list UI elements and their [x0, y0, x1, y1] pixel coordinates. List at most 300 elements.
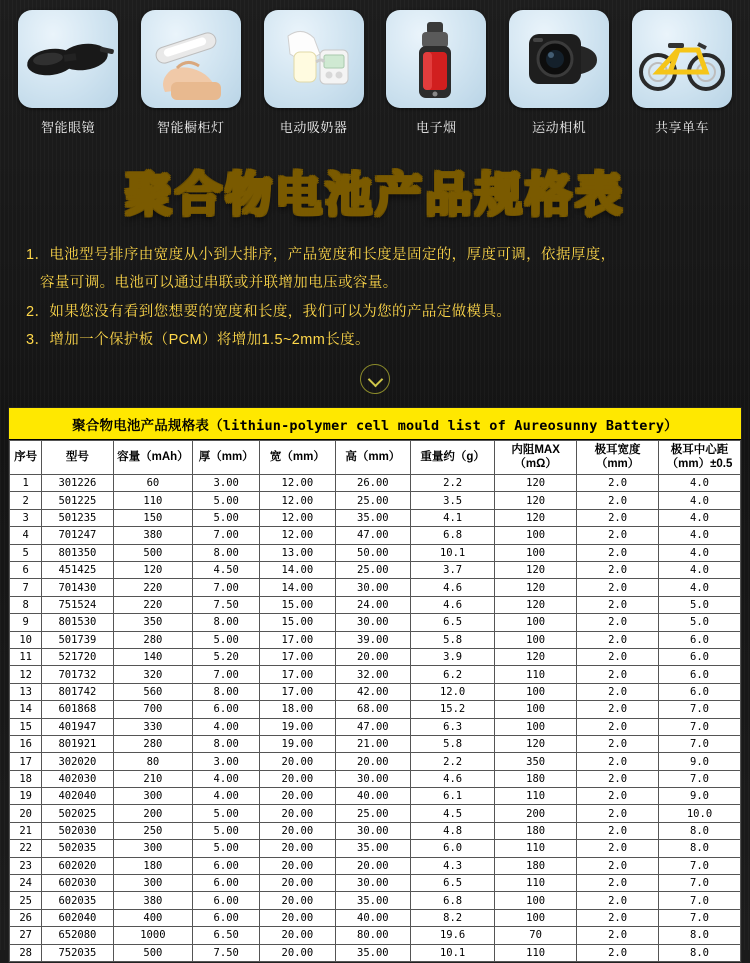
product-label: 共享单车 — [654, 120, 709, 135]
product-label: 智能橱柜灯 — [157, 120, 225, 135]
table-cell: 16 — [10, 735, 42, 752]
table-cell: 26.00 — [335, 475, 410, 492]
col-header-capacity: 容量（mAh） — [113, 441, 193, 475]
table-row — [10, 718, 741, 735]
table-cell: 28 — [10, 944, 42, 961]
table-cell: 4.00 — [193, 770, 260, 787]
table-cell: 350 — [113, 614, 193, 631]
table-cell: 5.00 — [193, 840, 260, 857]
table-cell: 2.0 — [577, 562, 659, 579]
table-row — [10, 492, 741, 509]
table-cell: 20.00 — [260, 788, 335, 805]
table-cell: 20.00 — [335, 753, 410, 770]
table-cell: 15.00 — [260, 596, 335, 613]
table-cell: 8.0 — [659, 822, 741, 839]
table-cell: 8.2 — [411, 909, 495, 926]
table-cell: 560 — [113, 683, 193, 700]
table-cell: 402030 — [42, 770, 113, 787]
table-cell: 6.0 — [659, 631, 741, 648]
table-cell: 402040 — [42, 788, 113, 805]
col-header-width: 宽（mm） — [260, 441, 335, 475]
table-cell: 2.2 — [411, 475, 495, 492]
table-row — [10, 788, 741, 805]
table-cell: 501235 — [42, 509, 113, 526]
table-cell: 5.00 — [193, 631, 260, 648]
table-cell: 18 — [10, 770, 42, 787]
table-cell: 7.0 — [659, 875, 741, 892]
table-row — [10, 666, 741, 683]
table-cell: 7.00 — [193, 579, 260, 596]
table-cell: 2.0 — [577, 840, 659, 857]
table-cell: 23 — [10, 857, 42, 874]
table-cell: 7.00 — [193, 527, 260, 544]
table-cell: 4.0 — [659, 562, 741, 579]
table-cell: 20.00 — [260, 805, 335, 822]
table-cell: 68.00 — [335, 701, 410, 718]
table-row — [10, 527, 741, 544]
table-cell: 801350 — [42, 544, 113, 561]
table-cell: 9 — [10, 614, 42, 631]
table-cell: 280 — [113, 631, 193, 648]
table-cell: 2.0 — [577, 701, 659, 718]
table-cell: 700 — [113, 701, 193, 718]
table-cell: 7 — [10, 579, 42, 596]
table-cell: 20.00 — [260, 822, 335, 839]
table-row — [10, 562, 741, 579]
col-header-weight: 重量约（g） — [411, 441, 495, 475]
table-cell: 20.00 — [260, 927, 335, 944]
table-cell: 24 — [10, 875, 42, 892]
table-cell: 35.00 — [335, 509, 410, 526]
table-cell: 2.0 — [577, 805, 659, 822]
table-cell: 6.5 — [411, 614, 495, 631]
spec-table-area — [8, 407, 742, 963]
table-cell: 7.50 — [193, 944, 260, 961]
table-cell: 602020 — [42, 857, 113, 874]
table-cell: 100 — [495, 683, 577, 700]
table-cell: 12.00 — [260, 527, 335, 544]
table-cell: 140 — [113, 648, 193, 665]
col-header-height: 高（mm） — [335, 441, 410, 475]
table-cell: 2.0 — [577, 909, 659, 926]
table-cell: 4.6 — [411, 596, 495, 613]
table-cell: 35.00 — [335, 944, 410, 961]
table-cell: 70 — [495, 927, 577, 944]
table-cell: 5.00 — [193, 509, 260, 526]
table-cell: 2.0 — [577, 614, 659, 631]
table-cell: 4.0 — [659, 544, 741, 561]
table-cell: 18.00 — [260, 701, 335, 718]
table-cell: 12.00 — [260, 509, 335, 526]
action-camera-icon — [509, 10, 609, 108]
table-cell: 2.0 — [577, 527, 659, 544]
cabinet-light-icon — [141, 10, 241, 108]
e-cigarette-icon — [386, 10, 486, 108]
product-item-breast-pump[interactable] — [258, 10, 370, 136]
table-cell: 20.00 — [260, 753, 335, 770]
table-cell: 4.0 — [659, 475, 741, 492]
table-cell: 14.00 — [260, 562, 335, 579]
table-cell: 12.0 — [411, 683, 495, 700]
table-cell: 20.00 — [260, 840, 335, 857]
table-cell: 3.00 — [193, 475, 260, 492]
table-cell: 5.00 — [193, 492, 260, 509]
table-cell: 120 — [495, 475, 577, 492]
table-cell: 4.0 — [659, 492, 741, 509]
table-cell: 25.00 — [335, 492, 410, 509]
table-cell: 2.0 — [577, 683, 659, 700]
spec-table-body — [10, 475, 741, 962]
table-cell: 4.0 — [659, 527, 741, 544]
product-label: 智能眼镜 — [40, 120, 95, 135]
table-cell: 801921 — [42, 735, 113, 752]
table-cell: 120 — [495, 562, 577, 579]
table-cell: 120 — [495, 579, 577, 596]
table-cell: 80 — [113, 753, 193, 770]
table-row — [10, 614, 741, 631]
table-cell: 7.00 — [193, 666, 260, 683]
table-cell: 6.00 — [193, 909, 260, 926]
table-cell: 60 — [113, 475, 193, 492]
table-cell: 2.0 — [577, 666, 659, 683]
col-header-index: 序号 — [10, 441, 42, 475]
table-cell: 25.00 — [335, 562, 410, 579]
table-cell: 100 — [495, 718, 577, 735]
table-cell: 10.0 — [659, 805, 741, 822]
product-item-action-camera[interactable] — [503, 10, 615, 136]
table-cell: 2.0 — [577, 596, 659, 613]
table-cell: 100 — [495, 527, 577, 544]
table-cell: 110 — [113, 492, 193, 509]
table-cell: 32.00 — [335, 666, 410, 683]
table-cell: 4.3 — [411, 857, 495, 874]
product-strip — [0, 0, 750, 136]
table-cell: 20.00 — [260, 909, 335, 926]
table-cell: 14 — [10, 701, 42, 718]
table-row — [10, 701, 741, 718]
table-cell: 300 — [113, 875, 193, 892]
table-cell: 11 — [10, 648, 42, 665]
table-cell: 100 — [495, 701, 577, 718]
table-cell: 30.00 — [335, 614, 410, 631]
breast-pump-icon — [264, 10, 364, 108]
table-cell: 19.00 — [260, 718, 335, 735]
table-cell: 10.1 — [411, 944, 495, 961]
product-label: 电动吸奶器 — [279, 120, 348, 135]
table-row — [10, 648, 741, 665]
table-cell: 110 — [495, 944, 577, 961]
table-cell: 13 — [10, 683, 42, 700]
table-cell: 24.00 — [335, 596, 410, 613]
table-cell: 2.0 — [577, 492, 659, 509]
table-cell: 5.8 — [411, 735, 495, 752]
table-cell: 4.1 — [411, 509, 495, 526]
table-cell: 120 — [113, 562, 193, 579]
table-cell: 1000 — [113, 927, 193, 944]
table-cell: 8 — [10, 596, 42, 613]
col-header-tab-width: 极耳宽度（mm） — [577, 441, 659, 475]
table-cell: 2.0 — [577, 579, 659, 596]
table-cell: 2.0 — [577, 735, 659, 752]
table-cell: 2.0 — [577, 944, 659, 961]
table-cell: 5.00 — [193, 822, 260, 839]
table-cell: 652080 — [42, 927, 113, 944]
table-cell: 4.0 — [659, 579, 741, 596]
table-cell: 521720 — [42, 648, 113, 665]
table-cell: 400 — [113, 909, 193, 926]
table-cell: 5 — [10, 544, 42, 561]
note-line-3: 3．增加一个保护板（PCM）将增加1.5~2mm长度。 — [26, 331, 370, 348]
table-cell: 7.0 — [659, 857, 741, 874]
table-cell: 120 — [495, 735, 577, 752]
note-line-2: 2．如果您没有看到您想要的宽度和长度，我们可以为您的产品定做模具。 — [26, 303, 512, 320]
table-cell: 12.00 — [260, 475, 335, 492]
table-cell: 3.9 — [411, 648, 495, 665]
table-cell: 12.00 — [260, 492, 335, 509]
table-cell: 200 — [113, 805, 193, 822]
table-cell: 801530 — [42, 614, 113, 631]
table-cell: 8.0 — [659, 927, 741, 944]
product-item-shared-bicycle[interactable] — [626, 10, 738, 136]
table-row — [10, 822, 741, 839]
table-cell: 220 — [113, 579, 193, 596]
table-cell: 6.0 — [659, 666, 741, 683]
table-cell: 701430 — [42, 579, 113, 596]
table-cell: 701732 — [42, 666, 113, 683]
table-cell: 6.00 — [193, 701, 260, 718]
table-cell: 180 — [113, 857, 193, 874]
table-cell: 2.0 — [577, 509, 659, 526]
table-cell: 501739 — [42, 631, 113, 648]
table-cell: 50.00 — [335, 544, 410, 561]
col-header-model: 型号 — [42, 441, 113, 475]
table-cell: 19 — [10, 788, 42, 805]
table-cell: 22 — [10, 840, 42, 857]
table-cell: 2.0 — [577, 927, 659, 944]
table-cell: 100 — [495, 909, 577, 926]
table-row — [10, 805, 741, 822]
table-cell: 602040 — [42, 909, 113, 926]
table-cell: 2.0 — [577, 892, 659, 909]
table-cell: 801742 — [42, 683, 113, 700]
table-cell: 7.0 — [659, 701, 741, 718]
product-label: 运动相机 — [532, 120, 587, 135]
table-cell: 100 — [495, 892, 577, 909]
table-cell: 40.00 — [335, 909, 410, 926]
table-cell: 602035 — [42, 892, 113, 909]
scroll-hint — [0, 364, 750, 399]
table-cell: 300 — [113, 840, 193, 857]
table-row — [10, 840, 741, 857]
table-cell: 8.00 — [193, 683, 260, 700]
table-cell: 19.6 — [411, 927, 495, 944]
table-row — [10, 944, 741, 961]
table-cell: 15 — [10, 718, 42, 735]
table-cell: 2.2 — [411, 753, 495, 770]
title-wrap — [0, 158, 750, 225]
table-cell: 4.00 — [193, 718, 260, 735]
table-cell: 110 — [495, 875, 577, 892]
table-cell: 8.00 — [193, 735, 260, 752]
table-cell: 25 — [10, 892, 42, 909]
table-cell: 7.0 — [659, 909, 741, 926]
table-cell: 6.0 — [659, 683, 741, 700]
spec-table-banner: 聚合物电池产品规格表（lithiun-polymer cell mould list of Aureosunny Battery） — [9, 408, 741, 440]
table-row — [10, 753, 741, 770]
table-row — [10, 475, 741, 492]
table-cell: 100 — [495, 614, 577, 631]
table-cell: 20.00 — [260, 857, 335, 874]
table-cell: 302020 — [42, 753, 113, 770]
table-cell: 4.50 — [193, 562, 260, 579]
table-cell: 14.00 — [260, 579, 335, 596]
table-row — [10, 892, 741, 909]
table-cell: 6.50 — [193, 927, 260, 944]
table-cell: 301226 — [42, 475, 113, 492]
table-cell: 752035 — [42, 944, 113, 961]
table-cell: 350 — [495, 753, 577, 770]
col-header-resistance: 内阻MAX（mΩ） — [495, 441, 577, 475]
table-cell: 2.0 — [577, 753, 659, 770]
table-cell: 8.0 — [659, 840, 741, 857]
table-cell: 35.00 — [335, 840, 410, 857]
table-cell: 30.00 — [335, 875, 410, 892]
table-cell: 5.0 — [659, 614, 741, 631]
table-cell: 500 — [113, 944, 193, 961]
table-cell: 6 — [10, 562, 42, 579]
table-cell: 2.0 — [577, 648, 659, 665]
table-row — [10, 544, 741, 561]
spec-table-header-row — [10, 441, 741, 475]
table-cell: 751524 — [42, 596, 113, 613]
chevron-down-icon[interactable] — [360, 364, 390, 394]
table-cell: 180 — [495, 822, 577, 839]
table-cell: 330 — [113, 718, 193, 735]
product-label: 电子烟 — [416, 120, 457, 135]
table-cell: 6.5 — [411, 875, 495, 892]
table-cell: 210 — [113, 770, 193, 787]
table-cell: 5.8 — [411, 631, 495, 648]
table-cell: 6.8 — [411, 892, 495, 909]
table-row — [10, 579, 741, 596]
table-cell: 30.00 — [335, 822, 410, 839]
product-item-e-cigarette[interactable] — [380, 10, 492, 136]
table-cell: 2.0 — [577, 718, 659, 735]
table-cell: 4.5 — [411, 805, 495, 822]
table-cell: 8.00 — [193, 544, 260, 561]
table-cell: 20.00 — [335, 648, 410, 665]
table-cell: 2.0 — [577, 544, 659, 561]
table-cell: 320 — [113, 666, 193, 683]
table-cell: 3.5 — [411, 492, 495, 509]
table-cell: 500 — [113, 544, 193, 561]
table-cell: 6.1 — [411, 788, 495, 805]
table-cell: 9.0 — [659, 753, 741, 770]
table-cell: 7.0 — [659, 735, 741, 752]
shared-bicycle-icon — [632, 10, 732, 108]
table-cell: 13.00 — [260, 544, 335, 561]
table-cell: 2.0 — [577, 788, 659, 805]
col-header-tab-distance: 极耳中心距（mm）±0.5 — [659, 441, 741, 475]
table-cell: 7.0 — [659, 718, 741, 735]
table-cell: 120 — [495, 596, 577, 613]
table-cell: 4.00 — [193, 788, 260, 805]
table-cell: 15.00 — [260, 614, 335, 631]
table-row — [10, 631, 741, 648]
table-cell: 7.0 — [659, 892, 741, 909]
table-cell: 21.00 — [335, 735, 410, 752]
table-cell: 4.8 — [411, 822, 495, 839]
note-line-1-cont: 容量可调。电池可以通过串联或并联增加电压或容量。 — [40, 275, 398, 292]
table-cell: 20 — [10, 805, 42, 822]
table-cell: 17.00 — [260, 631, 335, 648]
table-cell: 110 — [495, 840, 577, 857]
table-row — [10, 857, 741, 874]
table-cell: 180 — [495, 857, 577, 874]
table-cell: 80.00 — [335, 927, 410, 944]
table-cell: 1 — [10, 475, 42, 492]
table-row — [10, 875, 741, 892]
table-cell: 6.00 — [193, 892, 260, 909]
smart-glasses-icon — [18, 10, 118, 108]
note-line-1: 1．电池型号排序由宽度从小到大排序，产品宽度和长度是固定的，厚度可调，依据厚度， — [26, 247, 616, 263]
table-cell: 380 — [113, 527, 193, 544]
product-item-smart-glasses[interactable] — [12, 10, 124, 136]
table-cell: 180 — [495, 770, 577, 787]
product-item-cabinet-light[interactable] — [135, 10, 247, 136]
table-cell: 21 — [10, 822, 42, 839]
table-cell: 5.20 — [193, 648, 260, 665]
table-cell: 25.00 — [335, 805, 410, 822]
table-cell: 15.2 — [411, 701, 495, 718]
table-cell: 502030 — [42, 822, 113, 839]
table-cell: 39.00 — [335, 631, 410, 648]
table-cell: 701247 — [42, 527, 113, 544]
table-cell: 7.0 — [659, 770, 741, 787]
table-cell: 2.0 — [577, 857, 659, 874]
col-header-thickness: 厚（mm） — [193, 441, 260, 475]
table-cell: 250 — [113, 822, 193, 839]
table-row — [10, 596, 741, 613]
table-cell: 17.00 — [260, 648, 335, 665]
table-cell: 2 — [10, 492, 42, 509]
table-cell: 6.8 — [411, 527, 495, 544]
table-cell: 12 — [10, 666, 42, 683]
table-cell: 2.0 — [577, 770, 659, 787]
table-cell: 100 — [495, 631, 577, 648]
table-cell: 2.0 — [577, 631, 659, 648]
table-cell: 120 — [495, 492, 577, 509]
table-cell: 451425 — [42, 562, 113, 579]
table-cell: 42.00 — [335, 683, 410, 700]
table-cell: 6.3 — [411, 718, 495, 735]
table-cell: 602030 — [42, 875, 113, 892]
table-cell: 3 — [10, 509, 42, 526]
table-cell: 6.00 — [193, 875, 260, 892]
table-cell: 19.00 — [260, 735, 335, 752]
table-cell: 30.00 — [335, 579, 410, 596]
table-cell: 2.0 — [577, 875, 659, 892]
table-cell: 10.1 — [411, 544, 495, 561]
notes-block — [26, 241, 724, 354]
spec-table-head — [10, 441, 741, 475]
table-cell: 280 — [113, 735, 193, 752]
table-cell: 30.00 — [335, 770, 410, 787]
table-row — [10, 770, 741, 787]
table-cell: 17.00 — [260, 683, 335, 700]
table-cell: 20.00 — [260, 944, 335, 961]
table-cell: 150 — [113, 509, 193, 526]
